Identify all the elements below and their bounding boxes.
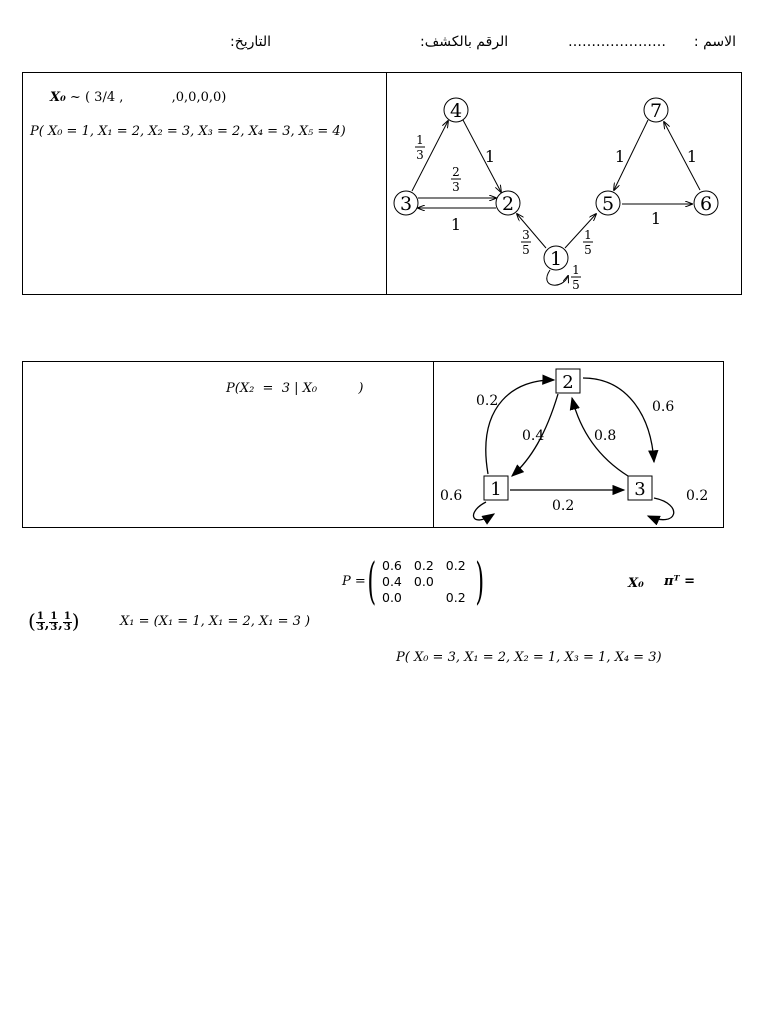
id-label: الرقم بالكشف: — [420, 34, 509, 50]
svg-text:5: 5 — [584, 243, 592, 257]
label-6-7: 1 — [686, 147, 698, 166]
label-2-3 — [451, 165, 461, 194]
node-3 — [628, 476, 652, 500]
svg-text:1: 1 — [490, 479, 502, 500]
svg-text:1: 1 — [549, 248, 563, 270]
edge-1-1 — [474, 502, 494, 520]
node-7 — [644, 98, 668, 122]
label-3-5 — [521, 228, 531, 257]
path-probability-2: P( X₀ = 3, X₁ = 2, X₂ = 1, X₃ = 1, X₄ = 3) — [396, 650, 662, 665]
svg-text:5: 5 — [601, 193, 615, 215]
transition-matrix — [376, 558, 472, 606]
matrix-row — [376, 558, 472, 574]
matrix-row — [376, 574, 472, 590]
svg-text:1: 1 — [572, 263, 580, 277]
label-2-1: 0.4 — [522, 428, 545, 444]
name-label: الاسم : — [693, 34, 736, 50]
svg-text:4: 4 — [449, 100, 463, 122]
svg-text:1: 1 — [416, 133, 424, 147]
svg-text:2: 2 — [501, 193, 515, 215]
name-dots: ………………… — [568, 34, 666, 50]
pi-vector: ( $\frac{1}{3}$ , $\frac{1}{3}$ , $\frac{1}{3}$ ) — [28, 609, 80, 633]
matrix-lhs: P = — [342, 574, 366, 589]
svg-text:3: 3 — [399, 193, 413, 215]
label-4-2: 1 — [484, 147, 496, 166]
label-1-1: 0.6 — [440, 488, 463, 504]
label-2-3: 0.6 — [652, 399, 675, 415]
node-1 — [544, 246, 568, 270]
matrix-cell: 0.0 — [413, 574, 434, 589]
matrix-cell: 0.2 — [445, 558, 466, 573]
svg-text:5: 5 — [522, 243, 530, 257]
node-2 — [496, 191, 520, 215]
svg-text:2: 2 — [562, 372, 574, 393]
matrix-cell: 0.0 — [382, 590, 402, 605]
label-1-3: 0.2 — [552, 498, 575, 514]
label-3-2: 0.8 — [594, 428, 617, 444]
svg-text:7: 7 — [649, 100, 663, 122]
label-5-6: 1 — [650, 209, 662, 228]
label-7-5: 1 — [614, 147, 626, 166]
x0-label: X₀ — [628, 576, 644, 591]
node-6 — [694, 191, 718, 215]
path-probability-1: P( X₀ = 1, X₁ = 2, X₂ = 3, X₃ = 2, X₄ = 3, X₅ = 4) — [30, 124, 346, 139]
pi-component-3: $\frac{1}{3}$ — [63, 611, 71, 633]
svg-text:3: 3 — [452, 180, 460, 194]
edge-3-3 — [648, 498, 674, 520]
matrix-cell: 0.4 — [382, 574, 402, 589]
markov-graph-1 — [388, 88, 733, 293]
svg-text:5: 5 — [572, 278, 580, 292]
matrix-cell: 0.6 — [382, 558, 402, 573]
svg-text:2: 2 — [452, 165, 460, 179]
node-1 — [484, 476, 508, 500]
label-1-5-loop — [571, 263, 581, 292]
initial-rest: ,0,0,0,0) — [171, 90, 227, 105]
svg-text:6: 6 — [699, 193, 713, 215]
node-4 — [444, 98, 468, 122]
pi-component-2: $\frac{1}{3}$ — [50, 611, 58, 633]
pi-transpose: πᵀ = — [664, 574, 696, 589]
label-1-3 — [415, 133, 425, 162]
edge-1-1 — [547, 270, 568, 285]
matrix-row — [376, 590, 472, 606]
label-1-2: 0.2 — [476, 393, 499, 409]
tilde: ~ — [69, 90, 81, 105]
matrix-cell: 0.2 — [445, 590, 466, 605]
svg-text:3: 3 — [416, 148, 424, 162]
conditional-probability: P(X₂ = 3 | X₀ ) — [226, 381, 364, 396]
initial-lhs: X₀ — [50, 90, 66, 105]
markov-graph-2 — [436, 364, 721, 526]
x1-expression: X₁ = (X₁ = 1, X₁ = 2, X₁ = 3 ) — [120, 614, 311, 629]
initial-distribution — [50, 90, 226, 105]
answer-box-1 — [22, 72, 387, 295]
label-2-3-back: 1 — [450, 215, 462, 234]
date-label: التاريخ: — [230, 34, 272, 50]
edge-2-3 — [583, 378, 654, 462]
node-2 — [556, 369, 580, 393]
matrix-cell — [440, 574, 472, 590]
svg-text:3: 3 — [634, 479, 646, 500]
matrix-right-paren: ) — [475, 552, 485, 610]
svg-text:1: 1 — [584, 228, 592, 242]
edge-4-2 — [463, 120, 501, 192]
matrix-left-paren: ( — [367, 552, 377, 610]
label-3-3: 0.2 — [686, 488, 709, 504]
label-1-5-right — [583, 228, 593, 257]
node-3 — [394, 191, 418, 215]
node-5 — [596, 191, 620, 215]
svg-text:3: 3 — [522, 228, 530, 242]
matrix-cell — [408, 590, 440, 606]
initial-open: ( 3/4 , — [84, 90, 124, 105]
matrix-cell: 0.2 — [413, 558, 434, 573]
pi-component-1: $\frac{1}{3}$ — [36, 611, 44, 633]
